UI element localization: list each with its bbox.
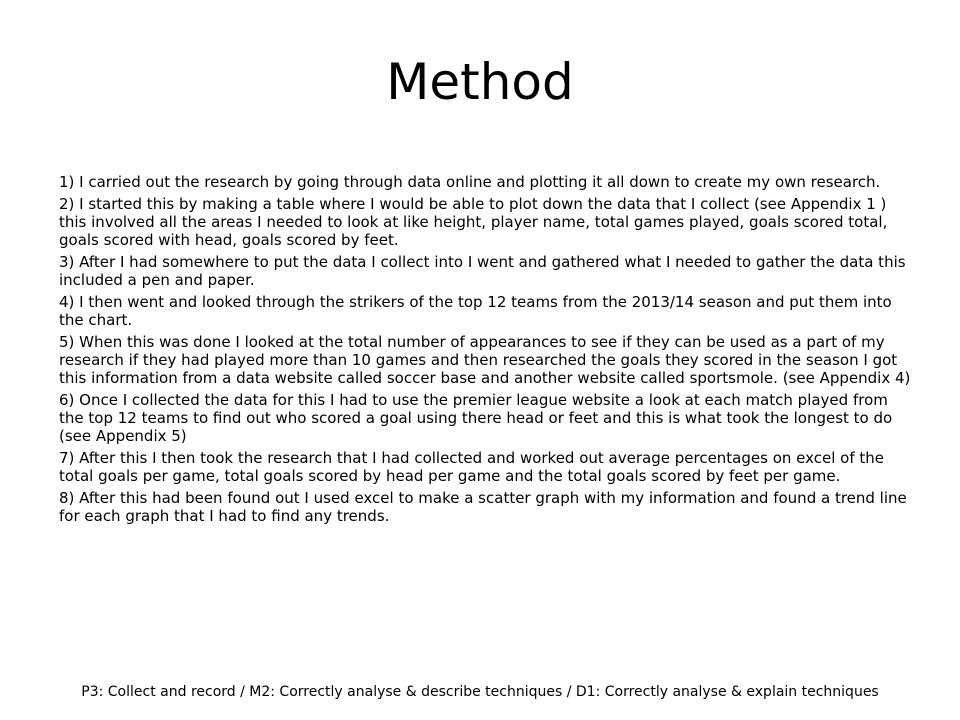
method-step: 5) When this was done I looked at the total number of appearances to see if they can be used as a part of my research if they had played more than 10 games and then researched the goals they scored in the season I got this information from a data website called soccer base and another website called sportsmole. (see Appendix 4) (59, 333, 911, 387)
slide-footer: P3: Collect and record / M2: Correctly analyse & describe techniques / D1: Correctly analyse & explain techniques (81, 684, 879, 700)
method-step: 1) I carried out the research by going through data online and plotting it all down to create my own research. (59, 173, 881, 191)
method-step: 8) After this had been found out I used excel to make a scatter graph with my information and found a trend line for each graph that I had to find any trends. (59, 489, 907, 525)
method-steps-list (59, 173, 914, 529)
method-step: 6) Once I collected the data for this I had to use the premier league website a look at each match played from the top 12 teams to find out who scored a goal using there head or feet and this is what took the longest to do (see Appendix 5) (59, 391, 893, 445)
method-step: 2) I started this by making a table where I would be able to plot down the data that I collect (see Appendix 1 ) this involved all the areas I needed to look at like height, player name, total games played, goals scored total, goals scored with head, goals scored by feet. (59, 195, 888, 249)
method-step: 3) After I had somewhere to put the data I collect into I went and gathered what I needed to gather the data this included a pen and paper. (59, 253, 906, 289)
method-step: 4) I then went and looked through the strikers of the top 12 teams from the 2013/14 season and put them into the chart. (59, 293, 892, 329)
method-step: 7) After this I then took the research that I had collected and worked out average percentages on excel of the total goals per game, total goals scored by head per game and the total goals scored by feet per game. (59, 449, 884, 485)
slide-title: Method (386, 53, 574, 111)
